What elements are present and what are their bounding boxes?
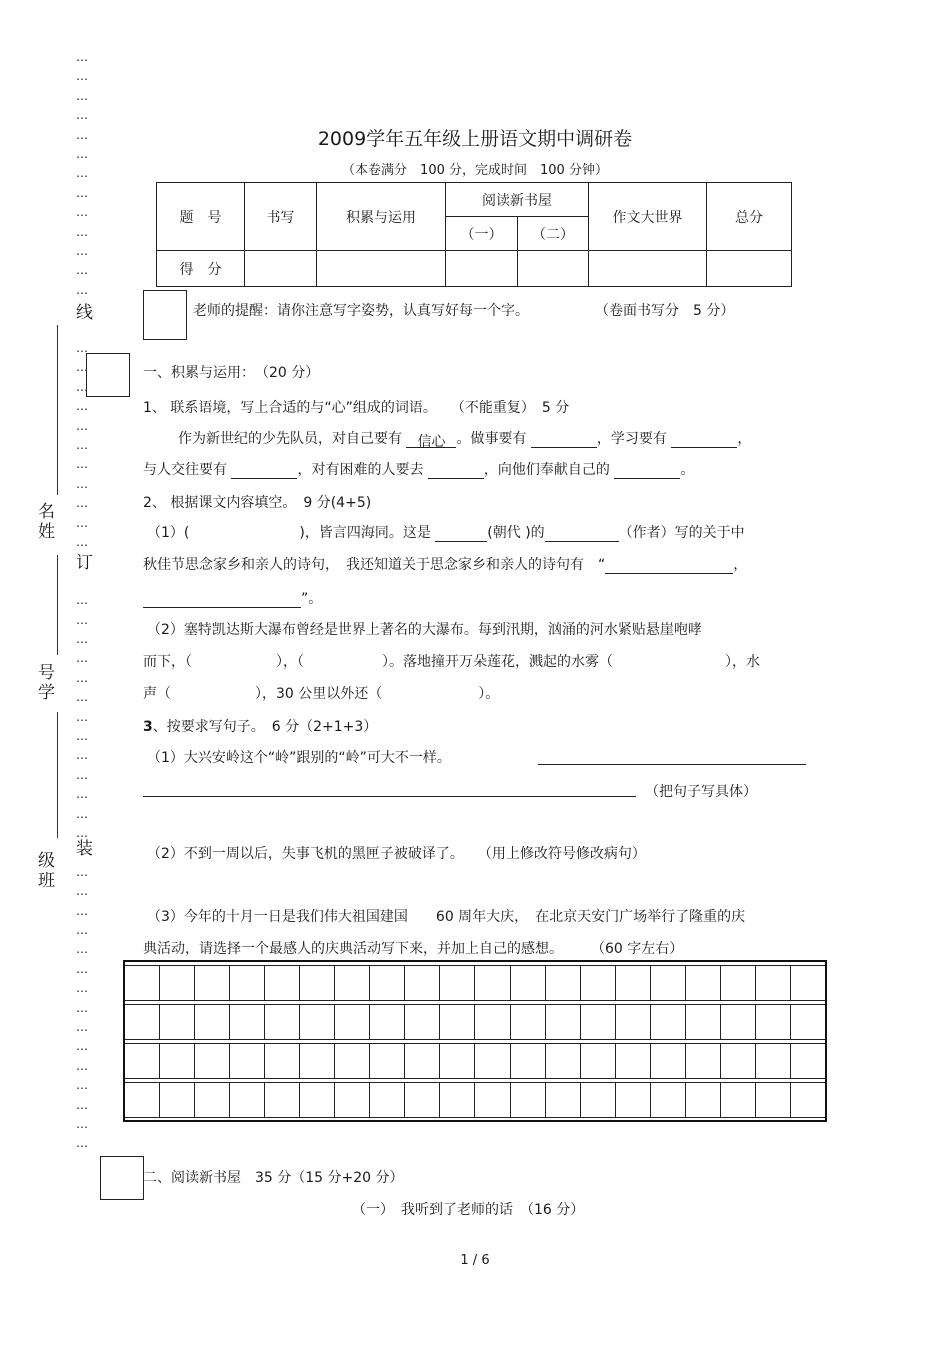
binding-dot: … <box>76 476 87 491</box>
binding-dot: … <box>76 147 87 161</box>
section1-title: 一、积累与运用： （20 分） <box>143 365 320 381</box>
q3-sentence2: （2）不到一周以后，失事飞机的黑匣子被破译了。 （用上修改符号修改病句） <box>147 846 646 862</box>
score-cell[interactable] <box>446 251 518 287</box>
binding-label-zhuang: 装 <box>76 839 93 859</box>
binding-dot: … <box>76 729 87 743</box>
binding-dot: … <box>76 787 87 802</box>
section2-title: 二、阅读新书屋 35 分（15 分+20 分） <box>143 1170 404 1186</box>
q3-sentence1: （1）大兴安岭这个“岭”跟别的“岭”可大不一样。 <box>147 750 451 766</box>
name-label-top: 名 <box>38 502 55 522</box>
score-table-col-writing: 书写 <box>245 183 317 251</box>
class-label-top: 级 <box>38 851 55 871</box>
grid-cell[interactable] <box>721 1082 756 1118</box>
binding-dot: … <box>76 341 87 355</box>
grid-cell[interactable] <box>511 1082 546 1118</box>
grid-cell[interactable] <box>581 965 616 1001</box>
section2-subtitle: （一） 我听到了老师的话 （16 分） <box>352 1202 585 1218</box>
grid-cell[interactable] <box>581 1004 616 1040</box>
grid-cell[interactable] <box>791 1043 825 1079</box>
q1-blank[interactable] <box>531 431 597 448</box>
grid-cell[interactable] <box>370 1043 405 1079</box>
score-table-col-reading: 阅读新书屋 <box>446 183 589 217</box>
binding-dot: … <box>76 748 87 763</box>
binding-dot: … <box>76 767 87 782</box>
grid-cell[interactable] <box>686 1004 721 1040</box>
binding-line <box>57 555 58 655</box>
score-table <box>156 182 792 287</box>
q2-text: ），30 公里以外还（ <box>255 686 383 702</box>
grid-cell[interactable] <box>756 1043 791 1079</box>
q2-text: )，皆言四海同。这是 <box>299 525 431 541</box>
binding-dot: … <box>76 127 87 142</box>
score-table-col-reading-2: （二） <box>518 217 589 251</box>
grid-cell[interactable] <box>195 965 230 1001</box>
binding-dot: … <box>76 1078 87 1093</box>
grid-cell[interactable] <box>300 1004 335 1040</box>
q1-title: 1、 联系语境，写上合适的与“心”组成的词语。 （不能重复） 5 分 <box>143 400 570 416</box>
grid-cell[interactable] <box>686 965 721 1001</box>
grid-cell[interactable] <box>721 965 756 1001</box>
q2-text: ， <box>733 557 748 573</box>
answer-line[interactable] <box>538 764 806 765</box>
answer-line[interactable] <box>143 796 636 797</box>
binding-dot: … <box>76 457 87 472</box>
binding-dot: … <box>76 418 87 433</box>
binding-dot: … <box>76 205 87 220</box>
grid-cell[interactable] <box>511 965 546 1001</box>
score-table-col-reading-1: （一） <box>446 217 518 251</box>
binding-dot: … <box>76 379 87 394</box>
grid-cell[interactable] <box>160 1082 195 1118</box>
grid-cell[interactable] <box>440 965 475 1001</box>
q1-text: ，对有困难的人要去 <box>297 462 424 478</box>
binding-dot: … <box>76 961 87 976</box>
q1-line2 <box>143 459 694 479</box>
page-number: 1 / 6 <box>460 1253 490 1268</box>
grid-cell[interactable] <box>265 1004 300 1040</box>
q1-text: 。做事要有 <box>456 431 527 447</box>
grid-cell[interactable] <box>370 1004 405 1040</box>
q2-text: ），水 <box>725 654 760 670</box>
q2-text: ”。 <box>301 591 323 607</box>
binding-dot: … <box>76 709 87 724</box>
q2-part2-line2 <box>143 651 760 671</box>
q2-text: （1）( <box>147 525 190 541</box>
q2-part1-line1 <box>147 522 745 542</box>
name-label-bottom: 姓 <box>38 522 55 542</box>
grid-cell[interactable] <box>265 1082 300 1118</box>
binding-dot: … <box>76 612 87 627</box>
q2-text: ），（ <box>276 654 304 670</box>
grid-cell[interactable] <box>616 1043 651 1079</box>
grid-cell[interactable] <box>756 965 791 1001</box>
grid-cell[interactable] <box>405 1043 440 1079</box>
q1-blank[interactable] <box>671 431 737 448</box>
binding-dot: … <box>76 1136 87 1151</box>
q3-number: 3 <box>143 719 153 735</box>
binding-dot: … <box>76 515 87 530</box>
grid-cell[interactable] <box>756 1082 791 1118</box>
binding-dot: … <box>76 1000 87 1015</box>
grid-row <box>125 1082 825 1118</box>
grid-cell[interactable] <box>405 965 440 1001</box>
binding-dot: … <box>76 903 87 918</box>
grid-cell[interactable] <box>546 1004 581 1040</box>
score-table-row-label: 题 号 <box>157 183 245 251</box>
q3-sentence3-line1: （3）今年的十月一日是我们伟大祖国建国 60 周年大庆， 在北京天安门广场举行了隆重的庆 <box>147 909 746 925</box>
page-title: 2009学年五年级上册语文期中调研卷 <box>317 128 633 150</box>
binding-dot: … <box>76 166 87 181</box>
grid-cell[interactable] <box>616 965 651 1001</box>
binding-dot: … <box>76 185 87 200</box>
score-table-col-composition: 作文大世界 <box>589 183 707 251</box>
grid-cell[interactable] <box>721 1004 756 1040</box>
grid-cell[interactable] <box>791 1082 825 1118</box>
q1-text: ，向他们奉献自己的 <box>483 462 610 478</box>
grid-row <box>125 1004 825 1040</box>
grid-cell[interactable] <box>475 1082 510 1118</box>
binding-dot: … <box>76 88 87 103</box>
score-table-score-label: 得 分 <box>157 251 245 287</box>
grid-cell[interactable] <box>160 1004 195 1040</box>
score-cell[interactable] <box>707 251 792 287</box>
grid-cell[interactable] <box>616 1004 651 1040</box>
q1-text: 与人交往要有 <box>143 462 227 478</box>
grid-cell[interactable] <box>195 1043 230 1079</box>
binding-dot: … <box>76 1020 87 1034</box>
grid-cell[interactable] <box>230 1043 265 1079</box>
binding-dot: … <box>76 632 87 646</box>
grid-cell[interactable] <box>511 1043 546 1079</box>
binding-dot: … <box>76 981 87 996</box>
writing-score-box[interactable] <box>143 290 187 340</box>
grid-cell[interactable] <box>651 1043 686 1079</box>
q2-text: ）。 <box>478 686 500 702</box>
q2-text: 声（ <box>143 686 171 702</box>
score-cell[interactable] <box>518 251 589 287</box>
q1-blank[interactable] <box>231 462 297 479</box>
binding-line <box>57 325 58 495</box>
page-subtitle: （本卷满分 100 分，完成时间 100 分钟） <box>342 163 608 178</box>
q2-blank[interactable] <box>605 557 733 574</box>
q2-part2-line1: （2）塞特凯达斯大瀑布曾经是世界上著名的大瀑布。每到汛期，汹涌的河水紧贴悬崖咆哮 <box>147 622 702 638</box>
q3-title <box>143 716 377 736</box>
grid-cell[interactable] <box>125 1043 160 1079</box>
q2-part2-line3 <box>143 683 499 703</box>
grid-cell[interactable] <box>405 1082 440 1118</box>
grid-cell[interactable] <box>160 1043 195 1079</box>
q2-title: 2、 根据课文内容填空。 9 分(4+5) <box>143 495 372 511</box>
q2-text: ）。落地撞开万朵莲花，溅起的水雾（ <box>382 654 613 670</box>
grid-cell[interactable] <box>335 965 370 1001</box>
grid-cell[interactable] <box>546 1043 581 1079</box>
q2-blank[interactable] <box>143 591 301 608</box>
grid-cell[interactable] <box>686 1082 721 1118</box>
q3-title-text: 、按要求写句子。 6 分（2+1+3） <box>152 719 378 735</box>
grid-cell[interactable] <box>230 1004 265 1040</box>
grid-cell[interactable] <box>581 1043 616 1079</box>
grid-cell[interactable] <box>546 1082 581 1118</box>
q2-text: 而下，（ <box>143 654 192 670</box>
binding-dot: … <box>76 282 87 297</box>
writing-grid[interactable] <box>123 960 827 1122</box>
q2-text: (朝代 )的 <box>487 525 545 541</box>
section1-score-box[interactable] <box>86 353 130 397</box>
q1-filled-blank[interactable]: 信心 <box>406 431 456 448</box>
grid-cell[interactable] <box>651 1004 686 1040</box>
grid-row <box>125 965 825 1001</box>
q1-text: 作为新世纪的少先队员，对自己要有 <box>178 431 402 447</box>
q2-part1-line2 <box>143 554 747 574</box>
grid-cell[interactable] <box>230 965 265 1001</box>
binding-label-xian: 线 <box>76 303 93 323</box>
grid-cell[interactable] <box>651 965 686 1001</box>
binding-dot: … <box>76 651 87 666</box>
grid-cell[interactable] <box>335 1004 370 1040</box>
grid-cell[interactable] <box>125 1004 160 1040</box>
grid-cell[interactable] <box>721 1043 756 1079</box>
reminder-points: （卷面书写分 5 分） <box>595 303 735 319</box>
binding-dot: … <box>76 690 87 705</box>
grid-cell[interactable] <box>195 1082 230 1118</box>
grid-cell[interactable] <box>335 1043 370 1079</box>
q1-line1 <box>178 428 751 448</box>
binding-dot: … <box>76 224 87 239</box>
binding-dot: … <box>76 806 87 821</box>
grid-cell[interactable] <box>300 965 335 1001</box>
binding-label-ding: 订 <box>76 553 93 573</box>
grid-cell[interactable] <box>160 965 195 1001</box>
q1-text: ， <box>737 431 752 447</box>
grid-cell[interactable] <box>756 1004 791 1040</box>
number-label-top: 号 <box>38 663 55 683</box>
q1-blank[interactable] <box>428 462 484 479</box>
grid-cell[interactable] <box>475 1043 510 1079</box>
binding-dot: … <box>76 438 87 452</box>
grid-cell[interactable] <box>616 1082 651 1118</box>
binding-dot: … <box>76 69 87 84</box>
grid-cell[interactable] <box>791 1004 825 1040</box>
q2-blank[interactable] <box>545 525 619 542</box>
binding-dot: … <box>76 1039 87 1054</box>
score-cell[interactable] <box>245 251 317 287</box>
score-table-col-total: 总分 <box>707 183 792 251</box>
q1-text: ，学习要有 <box>596 431 667 447</box>
score-cell[interactable] <box>589 251 707 287</box>
grid-cell[interactable] <box>440 1082 475 1118</box>
score-table-col-accumulation: 积累与运用 <box>317 183 446 251</box>
grid-cell[interactable] <box>265 965 300 1001</box>
grid-cell[interactable] <box>300 1082 335 1118</box>
binding-dot: … <box>76 108 87 123</box>
binding-dot: … <box>76 593 87 608</box>
grid-cell[interactable] <box>791 965 825 1001</box>
grid-cell[interactable] <box>125 1082 160 1118</box>
binding-dot: … <box>76 1058 87 1073</box>
grid-cell[interactable] <box>405 1004 440 1040</box>
grid-cell[interactable] <box>475 1004 510 1040</box>
grid-cell[interactable] <box>475 965 510 1001</box>
binding-dot: … <box>76 1097 87 1112</box>
teacher-reminder: 老师的提醒：请你注意写字姿势，认真写好每一个字。 <box>193 303 529 319</box>
grid-cell[interactable] <box>370 965 405 1001</box>
binding-dot: … <box>76 884 87 899</box>
grid-row <box>125 1043 825 1079</box>
binding-dot: … <box>76 399 87 414</box>
grid-cell[interactable] <box>265 1043 300 1079</box>
grid-cell[interactable] <box>230 1082 265 1118</box>
binding-dot: … <box>76 864 87 879</box>
binding-dot: … <box>76 1117 87 1131</box>
binding-dot: … <box>76 244 87 258</box>
q2-blank[interactable] <box>435 525 487 542</box>
q1-text: 。 <box>680 462 695 478</box>
q2-text: 秋佳节思念家乡和亲人的诗句， 我还知道关于思念家乡和亲人的诗句有 “ <box>143 557 606 573</box>
q2-text: （作者）写的关于中 <box>618 525 745 541</box>
q2-part1-line3 <box>143 588 322 608</box>
binding-dot: … <box>76 535 87 549</box>
binding-dot: … <box>76 50 87 64</box>
grid-cell[interactable] <box>546 965 581 1001</box>
binding-dot: … <box>76 923 87 937</box>
grid-cell[interactable] <box>440 1043 475 1079</box>
binding-dot: … <box>76 360 87 375</box>
q3-sentence1-note: （把句子写具体） <box>645 784 757 800</box>
grid-cell[interactable] <box>300 1043 335 1079</box>
binding-dot: … <box>76 496 87 511</box>
score-cell[interactable] <box>317 251 446 287</box>
grid-cell[interactable] <box>440 1004 475 1040</box>
grid-cell[interactable] <box>651 1082 686 1118</box>
section2-score-box[interactable] <box>100 1156 144 1200</box>
binding-dot: … <box>76 670 87 685</box>
grid-cell[interactable] <box>335 1082 370 1118</box>
class-label-bottom: 班 <box>38 871 55 891</box>
binding-line <box>57 712 58 838</box>
grid-cell[interactable] <box>370 1082 405 1118</box>
q1-blank[interactable] <box>614 462 680 479</box>
grid-cell[interactable] <box>686 1043 721 1079</box>
number-label-bottom: 学 <box>38 683 55 703</box>
grid-cell[interactable] <box>125 965 160 1001</box>
q3-sentence3-line2: 典活动，请选择一个最感人的庆典活动写下来，并加上自己的感想。 （60 字左右） <box>143 941 684 957</box>
grid-cell[interactable] <box>511 1004 546 1040</box>
grid-cell[interactable] <box>195 1004 230 1040</box>
binding-dot: … <box>76 826 87 840</box>
binding-dot: … <box>76 942 87 957</box>
grid-cell[interactable] <box>581 1082 616 1118</box>
binding-dot: … <box>76 263 87 278</box>
